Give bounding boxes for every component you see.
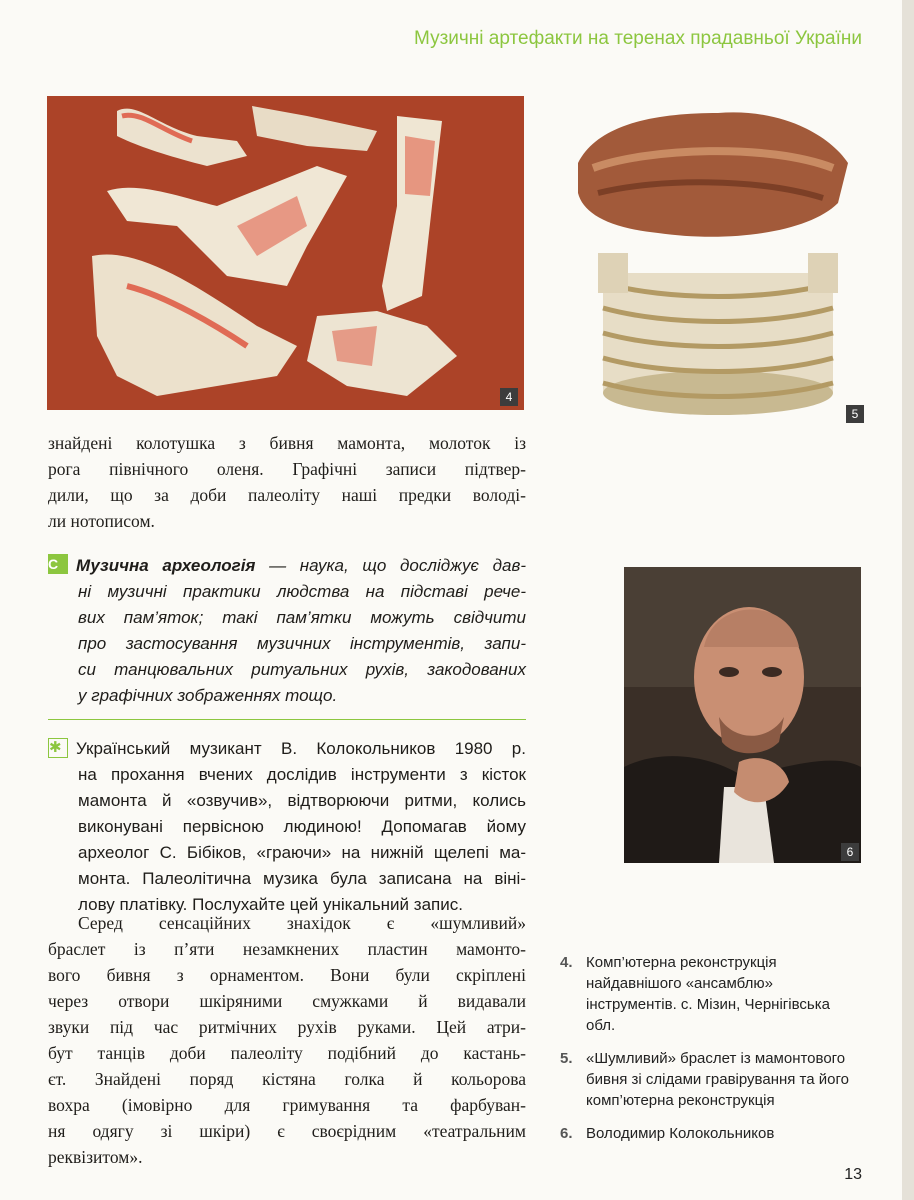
text-line: вого бивня з орнаментом. Вони були скріплені [48,965,526,985]
text-line: про застосування музичних інструментів, запи- [78,634,526,653]
page-edge [902,0,914,1200]
activity-text: Український музикант В. Колокольников 1980 р. [76,739,526,758]
text-line: ні музичні практики людства на підставі рече- [78,582,526,601]
text-line: лову платівку. Послухайте цей унікальний запис. [78,895,463,914]
text-line: мамонта й «озвучив», відтворюючи ритми, колись [78,791,526,810]
activity-star-icon: ✱ [48,738,68,758]
figure-6 [624,567,861,863]
text-line: у графічних зображеннях тощо. [78,686,338,705]
mammoth-bone-instruments-image [47,96,524,410]
text-line: через отвори шкіряними смужками й видавали [48,991,526,1011]
figure-4 [47,96,524,410]
figure-number: 6 [841,843,859,861]
definition-text: — наука, що досліджує дав- [255,556,526,575]
text-line: браслет із п’яти незамкнених пластин мамонто- [48,939,526,959]
activity-box [48,736,526,918]
definition-marker-icon: С [48,554,68,574]
definition-box [48,553,526,720]
text-line [48,553,526,579]
text-line: звуки під час ритмічних рухів руками. Цей атри- [48,1017,526,1037]
page-title: Музичні артефакти на теренах прадавньої України [414,28,862,49]
text-line: дили, що за доби палеоліту наші предки володі- [48,485,526,505]
text-line: виконувані первісною людиною! Допомагав йому [78,817,526,836]
text-line: вих пам’яток; такі пам’ятки можуть свідчити [78,608,526,627]
caption-text: Володимир Колокольников [586,1125,775,1142]
text-line: вохра (імовірно для гримування та фарбуван- [48,1095,526,1115]
caption-text: Комп’ютерна реконструкція найдавнішого «ансамблю» інструментів. с. Мізин, Чернігівська обл. [586,954,830,1034]
text-line: єт. Знайдені поряд кістяна голка й кольорова [48,1069,526,1089]
caption-figure-6 [560,1123,860,1144]
figure-number: 4 [500,388,518,406]
caption-text: «Шумливий» браслет із мамонтового бивня зі слідами гравірування та його комп’ютерна реконструкція [586,1050,849,1109]
figure-number: 5 [846,405,864,423]
figure-captions [560,952,860,1156]
figure-5 [568,93,864,423]
volodymyr-kolokolnykov-portrait [624,567,861,863]
caption-number: 4. [560,954,573,971]
text-line: реквізитом». [48,1147,143,1167]
mammoth-ivory-bracelet-image [568,93,864,423]
caption-number: 5. [560,1050,573,1067]
text-line: рога північного оленя. Графічні записи підтвер- [48,459,526,479]
text-line [48,736,526,762]
caption-figure-4 [560,952,860,1036]
text-line: бут танців доби палеоліту подібний до кастань- [48,1043,526,1063]
text-line: знайдені колотушка з бивня мамонта, молоток із [48,433,526,453]
caption-number: 6. [560,1125,573,1142]
text-line: си танцювальних ритуальних рухів, закодованих [78,660,526,679]
page-number: 13 [844,1166,862,1183]
caption-figure-5 [560,1048,860,1111]
paragraph-bracelet [48,910,526,1170]
paragraph-intro [48,430,526,534]
text-line: на прохання вчених дослідив інструменти з кісток [78,765,526,784]
text-line: ня одягу зі шкіри) є своєрідним «театральним [48,1121,526,1141]
text-line: Серед сенсаційних знахідок є «шумливий» [78,913,526,933]
text-line: монта. Палеолітична музика була записана на віні- [78,869,526,888]
definition-term: Музична археологія [76,556,256,575]
text-line: археолог С. Бібіков, «граючи» на нижній щелепі ма- [78,843,526,862]
text-line: ли нотописом. [48,511,155,531]
